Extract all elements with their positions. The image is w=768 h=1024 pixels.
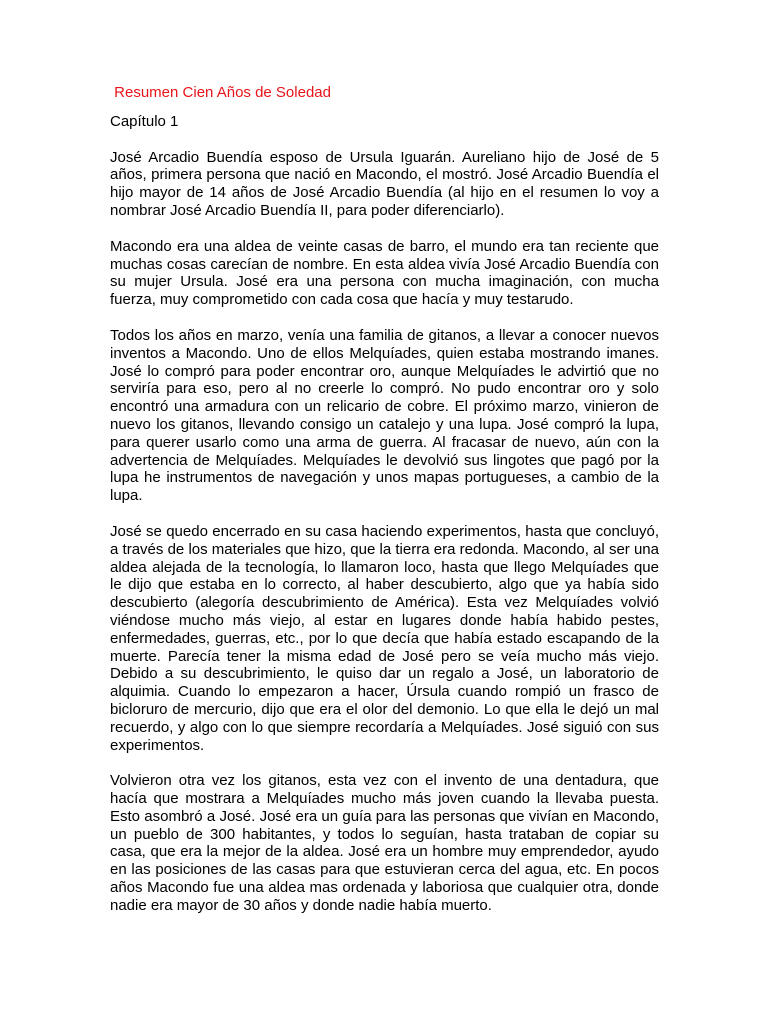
paragraph-4: José se quedo encerrado en su casa haciendo experimentos, hasta que concluyó, a través de los materiales que hizo, que la tierra era redonda. Macondo, al ser una aldea alejada de la tecnología, lo llamaron loco, hasta que llego Melquíades que le dijo que estaba en lo correcto, al haber descubierto, algo que ya había sido descubierto (alegoría descubrimiento de América). Esta vez Melquíades volvió viéndose mucho más viejo, al estar en lugares donde había habido pestes, enfermedades, guerras, etc., por lo que decía que había estado escapando de la muerte. Parecía tener la misma edad de José pero se veía mucho más viejo. Debido a su descubrimiento, le quiso dar un regalo a José, un laboratorio de alquimia. Cuando lo empezaron a hacer, Úrsula cuando rompió un frasco de bicloruro de mercurio, dijo que era el olor del demonio. Lo que ella le dejó un mal recuerdo, y algo con lo que siempre recordaría a Melquíades. José siguió con sus experimentos. [110,522,659,754]
paragraph-3: Todos los años en marzo, venía una familia de gitanos, a llevar a conocer nuevos inventos a Macondo. Uno de ellos Melquíades, quien estaba mostrando imanes. José lo compró para poder encontrar oro, aunque Melquíades le advirtió que no serviría para eso, pero al no creerle lo compró. No pudo encontrar oro y solo encontró una armadura con un relicario de cobre. El próximo marzo, vinieron de nuevo los gitanos, llevando consigo un catalejo y una lupa. José compró la lupa, para querer usarlo como una arma de guerra. Al fracasar de nuevo, aún con la advertencia de Melquíades. Melquíades le devolvió sus lingotes que pagó por la lupa he instrumentos de navegación y unos mapas portugueses, a cambio de la lupa. [110,326,659,505]
paragraph-5: Volvieron otra vez los gitanos, esta vez con el invento de una dentadura, que hacía que mostrara a Melquíades mucho más joven cuando la llevaba puesta. Esto asombró a José. José era un guía para las personas que vivían en Macondo, un pueblo de 300 habitantes, y todos lo seguían, hasta trataban de copiar su casa, que era la mejor de la aldea. José era un hombre muy emprendedor, ayudo en las posiciones de las casas para que estuvieran cerca del agua, etc. En pocos años Macondo fue una aldea mas ordenada y laboriosa que cualquier otra, donde nadie era mayor de 30 años y donde nadie había muerto. [110,772,659,914]
paragraph-2: Macondo era una aldea de veinte casas de barro, el mundo era tan reciente que muchas cosas carecían de nombre. En esta aldea vivía José Arcadio Buendía con su mujer Ursula. José era una persona con mucha imaginación, con mucha fuerza, muy comprometido con cada cosa que hacía y muy testarudo. [110,237,659,309]
paragraph-1: José Arcadio Buendía esposo de Ursula Iguarán. Aureliano hijo de José de 5 años, primera persona que nació en Macondo, el mostró. José Arcadio Buendía el hijo mayor de 14 años de José Arcadio Buendía (al hijo en el resumen lo voy a nombrar José Arcadio Buendía II, para poder diferenciarlo). [110,148,659,219]
document-title: Resumen Cien Años de Soledad [110,84,331,101]
document-page [110,84,659,933]
chapter-heading: Capítulo 1 [110,112,179,130]
